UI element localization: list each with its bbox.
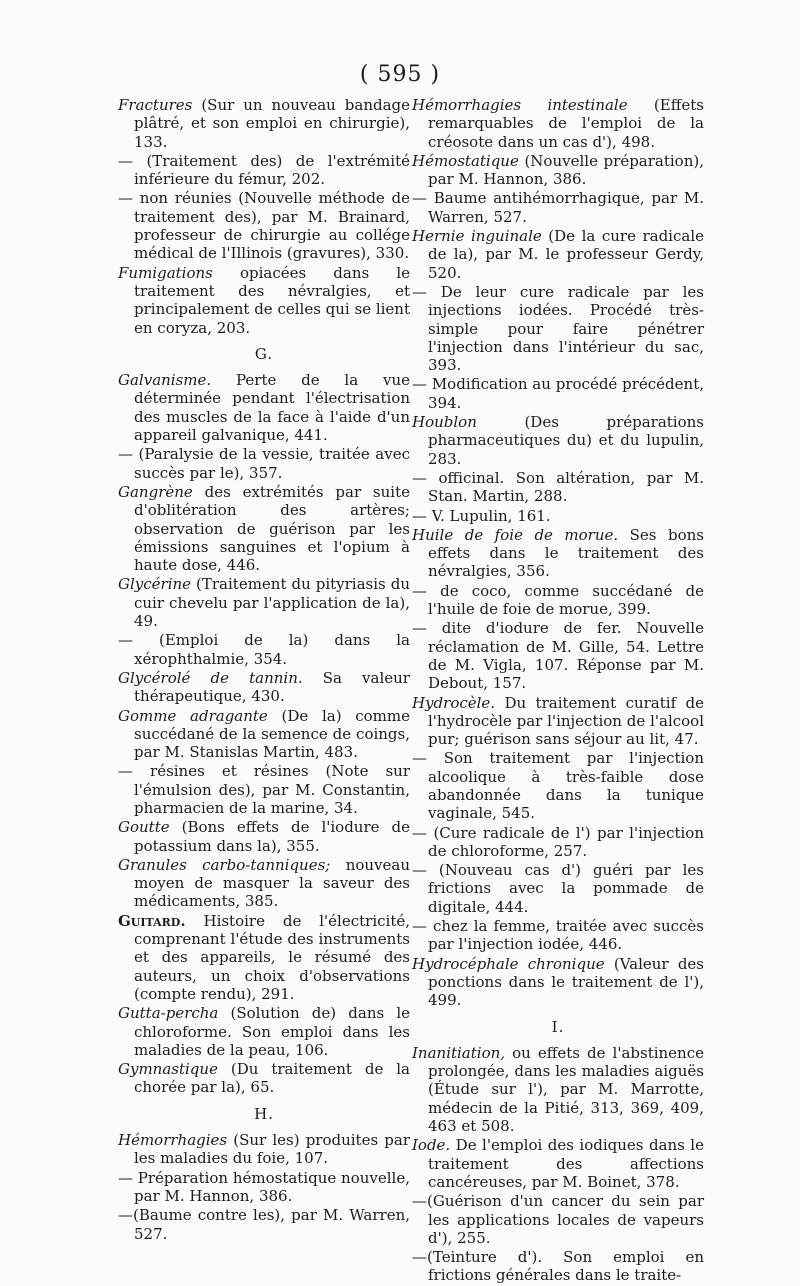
entry-heading: Gymnastique bbox=[118, 1060, 218, 1079]
index-entry bbox=[118, 1206, 410, 1243]
index-entry bbox=[118, 1004, 410, 1059]
index-entry bbox=[118, 856, 410, 911]
entry-heading: Gutta-percha bbox=[118, 1004, 219, 1023]
index-entry bbox=[412, 917, 704, 954]
entry-text: De l'emploi des iodiques dans le traitement des affections cancéreuses, par M. Boinet, 378. bbox=[428, 1136, 704, 1191]
entry-text: — (Traitement des) de l'extrémité inférieure du fémur, 202. bbox=[118, 151, 410, 189]
index-entry bbox=[118, 1060, 410, 1097]
entry-text: (Traitement du pityriasis du cuir chevelu par l'application de la), 49. bbox=[134, 575, 410, 631]
entry-text: — résines et résines (Note sur l'émulsion des), par M. Constantin, pharmacien de la marine, 34. bbox=[118, 762, 410, 817]
entry-heading: Goutte bbox=[118, 818, 170, 837]
index-entry bbox=[118, 818, 410, 855]
index-entry bbox=[412, 227, 704, 282]
index-entry bbox=[118, 445, 410, 482]
entry-text: — non réunies (Nouvelle méthode de traitement des), par M. Brainard, professeur de chirurgie au collége médical de l'Illinois (gravures), 330. bbox=[118, 189, 410, 263]
index-entry bbox=[118, 912, 410, 1003]
index-entry bbox=[118, 707, 410, 762]
index-entry bbox=[412, 749, 704, 822]
entry-text: —(Guérison d'un cancer du sein par les applications locales de vapeurs d'), 255. bbox=[412, 1192, 704, 1247]
entry-text: — Baume antihémorrhagique, par M. Warren, 527. bbox=[412, 189, 704, 226]
entry-text: (Des préparations pharmaceutiques du) et du lupulin, 283. bbox=[428, 413, 704, 468]
entry-text: (Effets remarquables de l'emploi de la créosote dans un cas d'), 498. bbox=[428, 96, 704, 151]
entry-heading: Gangrène bbox=[118, 482, 193, 501]
index-entry bbox=[118, 631, 410, 668]
index-entry bbox=[412, 283, 704, 374]
entry-text: opiacées dans le traitement des névralgies, et principalement de celles qui se lient en coryza, 203. bbox=[134, 263, 410, 337]
entry-heading: Hernie inguinale bbox=[412, 227, 542, 246]
index-entry bbox=[412, 152, 704, 189]
entry-text: (Du traitement de la chorée par la), 65. bbox=[134, 1060, 410, 1097]
entry-text: Ses bons effets dans le traitement des névralgies, 356. bbox=[428, 525, 704, 581]
entry-text: (Sur un nouveau bandage plâtré, et son emploi en chirurgie), 133. bbox=[134, 96, 410, 151]
entry-text: Sa valeur thérapeutique, 430. bbox=[134, 668, 410, 706]
entry-heading: Fumigations bbox=[118, 263, 213, 282]
entry-text: — officinal. Son altération, par M. Stan. Martin, 288. bbox=[412, 468, 704, 506]
entry-text: — Préparation hémostatique nouvelle, par M. Hannon, 386. bbox=[118, 1168, 410, 1205]
entry-text: (Valeur des ponctions dans le traitement de l'), 499. bbox=[428, 954, 704, 1010]
index-entry bbox=[412, 413, 704, 468]
index-entry bbox=[412, 96, 704, 151]
index-entry bbox=[412, 955, 704, 1010]
entry-heading: Hémostatique bbox=[412, 151, 519, 170]
entry-text: — chez la femme, traitée avec succès par l'injection iodée, 446. bbox=[412, 917, 704, 954]
index-entry bbox=[118, 762, 410, 817]
entry-text: Perte de la vue déterminée pendant l'électrisation des muscles de la face à l'aide d'un appareil galvanique, 441. bbox=[134, 371, 410, 445]
entry-heading: Houblon bbox=[412, 413, 477, 432]
left-column bbox=[118, 96, 410, 1244]
index-entry bbox=[118, 1131, 410, 1168]
entry-text: ou effets de l'abstinence prolongée, dans les maladies aiguës (Étude sur l'), par M. Marrotte, médecin de la Pitié, 313, 369, 409, 463 et 508. bbox=[428, 1043, 704, 1136]
index-entry bbox=[412, 1248, 704, 1285]
index-entry bbox=[412, 189, 704, 226]
entry-text: — (Emploi de la) dans la xérophthalmie, 354. bbox=[118, 631, 410, 668]
entry-heading: Iode. bbox=[412, 1136, 451, 1155]
index-entry bbox=[412, 1136, 704, 1191]
entry-heading: Hémorrhagies intestinale bbox=[412, 96, 628, 114]
entry-text: —(Baume contre les), par M. Warren, 527. bbox=[118, 1206, 410, 1243]
index-entry bbox=[412, 375, 704, 412]
entry-text: — (Cure radicale de l') par l'injection de chloroforme, 257. bbox=[412, 823, 704, 860]
page-number: ( 595 ) bbox=[359, 62, 441, 87]
entry-heading: Hydrocèle. bbox=[412, 693, 496, 712]
right-column bbox=[412, 96, 704, 1286]
entry-text: (Solution de) dans le chloroforme. Son emploi dans les maladies de la peau, 106. bbox=[134, 1004, 410, 1059]
index-entry bbox=[412, 619, 704, 692]
entry-text: Histoire de l'électricité, comprenant l'étude des instruments et des appareils, le résumé des auteurs, un choix d'observations (compte rendu), 291. bbox=[134, 911, 410, 1003]
index-entry bbox=[118, 152, 410, 189]
entry-text: — de coco, comme succédané de l'huile de foie de morue, 399. bbox=[412, 581, 704, 619]
entry-text: (De la cure radicale de la), par M. le professeur Gerdy, 520. bbox=[428, 227, 704, 282]
entry-text: des extrémités par suite d'oblitération des artères; observation de guérison par les émissions sanguines et l'opium à haute dose, 446. bbox=[134, 482, 410, 575]
entry-heading: Fractures bbox=[118, 96, 193, 114]
index-entry bbox=[412, 694, 704, 749]
entry-text: (Bons effets de l'iodure de potassium dans la), 355. bbox=[134, 818, 410, 855]
entry-text: — V. Lupulin, 161. bbox=[412, 506, 551, 525]
index-entry bbox=[118, 483, 410, 574]
index-entry bbox=[412, 507, 704, 525]
section-letter: G. bbox=[254, 344, 274, 363]
entry-heading: Glycérolé de tannin. bbox=[118, 668, 303, 687]
entry-text: nouveau moyen de masquer la saveur des médicaments, 385. bbox=[134, 855, 410, 911]
index-entry bbox=[412, 861, 704, 916]
entry-text: — Modification au procédé précédent, 394. bbox=[412, 375, 704, 412]
index-entry bbox=[118, 189, 410, 262]
section-letter: I. bbox=[551, 1017, 565, 1036]
index-entry bbox=[412, 526, 704, 581]
index-entry bbox=[412, 469, 704, 506]
index-entry bbox=[118, 371, 410, 444]
entry-heading: Huile de foie de morue. bbox=[412, 525, 619, 544]
index-entry bbox=[118, 575, 410, 630]
index-entry bbox=[118, 1169, 410, 1206]
entry-heading: Hémorrhagies bbox=[118, 1131, 228, 1150]
index-entry bbox=[412, 1044, 704, 1135]
entry-text: (De la) comme succédané de la semence de coings, par M. Stanislas Martin, 483. bbox=[134, 706, 410, 762]
index-entry bbox=[412, 582, 704, 619]
entry-text: — (Paralysie de la vessie, traitée avec succès par le), 357. bbox=[118, 445, 410, 482]
index-entry bbox=[118, 669, 410, 706]
entry-text: (Sur les) produites par les maladies du foie, 107. bbox=[134, 1131, 410, 1168]
index-entry bbox=[118, 264, 410, 337]
entry-text: (Nouvelle préparation), par M. Hannon, 386. bbox=[428, 151, 704, 189]
index-entry bbox=[412, 824, 704, 861]
index-entry bbox=[118, 96, 410, 151]
entry-text: — Son traitement par l'injection alcoolique à très-faible dose abandonnée dans la tunique vaginale, 545. bbox=[412, 749, 704, 823]
entry-heading: Granules carbo-tanniques; bbox=[118, 855, 331, 874]
entry-text: — De leur cure radicale par les injections iodées. Procédé très-simple pour faire pénétrer l'injection dans l'intérieur du sac, 393. bbox=[412, 282, 704, 375]
section-letter: H. bbox=[254, 1104, 274, 1123]
entry-heading: Gomme adragante bbox=[118, 706, 268, 725]
entry-heading: Hydrocéphale chronique bbox=[412, 954, 605, 973]
entry-text: — dite d'iodure de fer. Nouvelle réclamation de M. Gille, 54. Lettre de M. Vigla, 107. Réponse par M. Debout, 157. bbox=[412, 619, 704, 693]
entry-heading: Glycérine bbox=[118, 575, 192, 594]
index-entry bbox=[412, 1192, 704, 1247]
entry-heading: Galvanisme. bbox=[118, 371, 212, 390]
entry-text: — (Nouveau cas d') guéri par les frictions avec la pommade de digitale, 444. bbox=[412, 861, 704, 916]
entry-heading: Inanitiation, bbox=[412, 1043, 506, 1062]
entry-text: Du traitement curatif de l'hydrocèle par l'injection de l'alcool pur; guérison sans séjour au lit, 47. bbox=[428, 693, 704, 749]
entry-author: Guitard. bbox=[118, 911, 186, 930]
entry-text: —(Teinture d'). Son emploi en frictions générales dans le traite- bbox=[412, 1248, 704, 1285]
